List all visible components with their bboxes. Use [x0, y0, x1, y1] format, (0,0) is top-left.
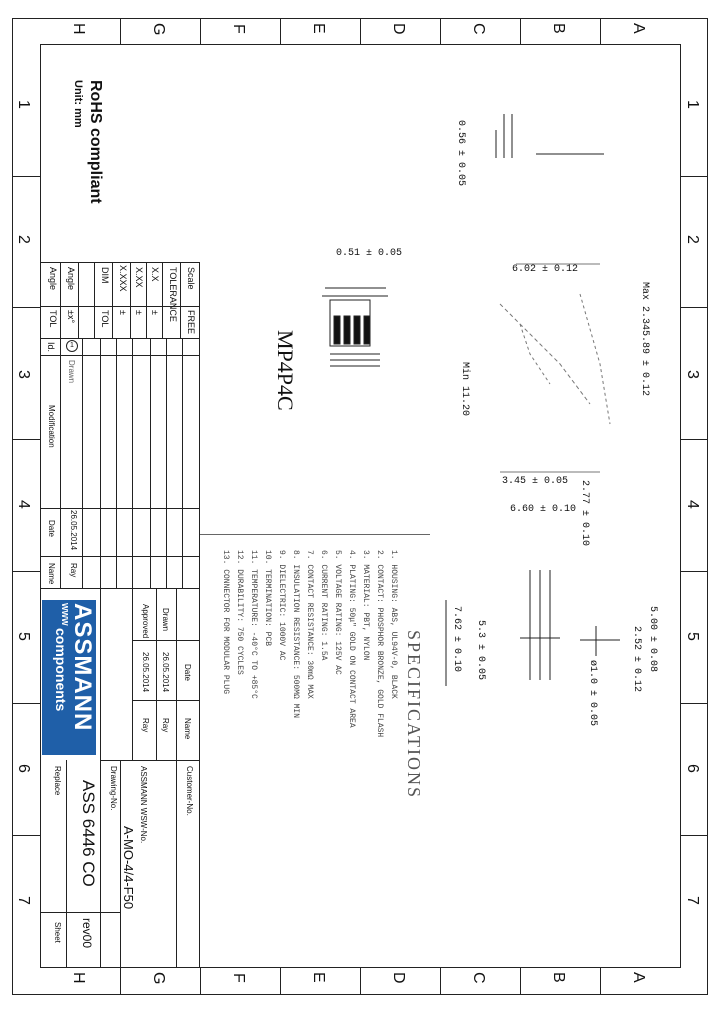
spec-line-11: 11. TEMPERATURE: -40°C TO +85°C [249, 550, 258, 699]
rule [132, 338, 133, 588]
spec-line-1: 1. HOUSING: ABS, UL94V-0, BLACK [389, 550, 398, 699]
spec-line-5: 5. VOLTAGE RATING: 125V AC [333, 550, 342, 675]
col-divider [600, 18, 601, 44]
rule [132, 588, 133, 760]
spec-line-13: 13. CONNECTOR FOR MODULAR PLUG [221, 550, 230, 695]
col-divider [440, 967, 441, 994]
row-divider [12, 176, 40, 177]
row-label-2: 2 [684, 235, 701, 244]
rule [176, 588, 177, 760]
row-label-3: 3 [15, 370, 32, 379]
row-divider [680, 703, 708, 704]
rule [180, 262, 181, 339]
logo-www: WWW [60, 603, 69, 626]
rule [100, 588, 101, 760]
col-divider [200, 967, 201, 994]
frame-right [707, 18, 708, 995]
appr-name-1: Ray [161, 718, 170, 733]
rule [82, 338, 83, 588]
rule [182, 338, 183, 588]
rule [162, 262, 163, 339]
row-divider [680, 176, 708, 177]
spec-line-3: 3. MATERIAL: PBT, NYLON [361, 550, 370, 661]
row-label-4: 4 [684, 500, 701, 509]
dim-4: Max 2.345.89 ± 0.12 [639, 282, 650, 397]
rev-marker-icon: 1 [66, 340, 78, 352]
rule [40, 262, 200, 263]
rule [40, 355, 200, 356]
wsw-value: A-MO-4/4-F50 [121, 826, 136, 910]
appr-drawn-label: Drawn [161, 608, 170, 632]
row-label-6: 6 [684, 764, 701, 773]
row-divider [680, 571, 708, 572]
rule [116, 338, 117, 588]
sheet-label: Sheet [53, 922, 62, 943]
replace-label: Replace [53, 766, 62, 796]
row-label-3: 3 [684, 370, 701, 379]
tolerance-label: TOLERANCE [168, 267, 178, 322]
rev-date: 26.05.2014 [69, 510, 78, 551]
appr-date-1: 26.05.2014 [161, 652, 170, 693]
col-label-b: B [550, 972, 567, 983]
logo-brand: ASSMANN [69, 603, 96, 732]
dim-12: 7.62 ± 0.10 [451, 606, 462, 673]
dim-7: 2.77 ± 0.10 [579, 480, 590, 547]
rule [78, 262, 79, 339]
col-label-f: F [230, 973, 247, 983]
rule [60, 338, 61, 588]
col-divider [600, 967, 601, 994]
tol-xxx: X.XX [134, 267, 144, 288]
dim-6: 3.45 ± 0.05 [502, 476, 569, 487]
spec-line-8: 8. INSULATION RESISTANCE: 500MΩ MIN [291, 550, 300, 719]
appr-approved-label: Approved [141, 604, 150, 639]
scale-label: Scale [186, 267, 196, 290]
frame-bottom [12, 994, 708, 995]
row-divider [12, 703, 40, 704]
rule [156, 588, 157, 760]
rule [112, 262, 113, 339]
pin-footprint [430, 560, 680, 700]
tol-xxxx: X.XXX [118, 265, 128, 292]
dim-1: 0.56 ± 0.05 [455, 120, 466, 187]
appr-date-2: 26.05.2014 [141, 652, 150, 693]
col-label-f: F [230, 24, 247, 34]
rule [66, 760, 67, 968]
rule [146, 262, 147, 339]
rule [132, 640, 200, 641]
col-label-a: A [630, 23, 647, 34]
rule [100, 338, 101, 588]
row-label-1: 1 [15, 100, 32, 109]
spec-line-4: 4. PLATING: 50μ" GOLD ON CONTACT AREA [347, 550, 356, 728]
col-divider [360, 18, 361, 44]
rule [40, 338, 200, 339]
part-title: MP4P4C [273, 330, 298, 411]
dim-5: Min 11.20 [459, 362, 470, 417]
dim-11: 5.3 ± 0.05 [475, 620, 486, 681]
rev-modification: Modification [47, 405, 56, 448]
col-label-e: E [310, 972, 327, 983]
row-label-1: 1 [684, 100, 701, 109]
connector-drawing [200, 44, 680, 534]
dim-3: 6.02 ± 0.12 [512, 264, 579, 275]
revision-value: rev00 [80, 918, 94, 949]
dim-label: DIM [100, 267, 110, 284]
row-divider [12, 571, 40, 572]
spec-line-9: 9. DIELECTRIC: 1000V AC [277, 550, 286, 661]
col-divider [520, 18, 521, 44]
angle-value: ±x° [66, 310, 76, 324]
rule [40, 556, 200, 557]
col-label-d: D [390, 972, 407, 984]
wsw-label: ASSMANN WSW-No. [139, 766, 148, 844]
appr-name-label: Name [183, 718, 192, 740]
col-divider [120, 967, 121, 994]
customer-label: Customer-No. [185, 766, 194, 816]
rule [176, 760, 177, 968]
col-divider [200, 18, 201, 44]
appr-date-label: Date [183, 664, 192, 681]
col-divider [360, 967, 361, 994]
rev-id-label: Id. [46, 342, 56, 353]
rule [166, 338, 167, 588]
row-divider [12, 439, 40, 440]
rule [200, 534, 430, 535]
row-label-7: 7 [15, 896, 32, 905]
tol-xxx-value: ± [134, 310, 144, 315]
row-divider [680, 307, 708, 308]
col-label-e: E [310, 23, 327, 34]
angle2-label: Angle [48, 267, 58, 291]
tol-xxxx-value: ± [118, 310, 128, 315]
inner-right [680, 44, 681, 968]
drawing-no-value: ASS 6446 CO [79, 780, 98, 887]
angle2-value: TOL [48, 310, 58, 328]
col-label-g: G [150, 23, 167, 36]
col-label-g: G [150, 972, 167, 985]
inner-left [40, 44, 41, 968]
col-divider [120, 18, 121, 44]
row-divider [12, 835, 40, 836]
rule [150, 338, 151, 588]
col-label-d: D [390, 23, 407, 35]
rule [40, 508, 200, 509]
scale-value: FREE [186, 310, 196, 335]
dim-10: 2.52 ± 0.12 [631, 626, 642, 693]
col-divider [520, 967, 521, 994]
col-label-c: C [470, 972, 487, 984]
rule [132, 700, 200, 701]
row-divider [680, 835, 708, 836]
row-divider [12, 307, 40, 308]
row-label-5: 5 [684, 632, 701, 641]
dim-13: ø1.0 ± 0.05 [587, 660, 598, 727]
dim-8: 6.60 ± 0.10 [510, 504, 577, 515]
frame-left [12, 18, 13, 995]
dim-2: 0.51 ± 0.05 [336, 248, 403, 259]
row-label-6: 6 [15, 764, 32, 773]
col-divider [280, 967, 281, 994]
rule [94, 262, 95, 339]
rev-drawn: Drawn [67, 360, 76, 384]
row-label-4: 4 [15, 500, 32, 509]
rule [100, 760, 200, 761]
col-label-h: H [70, 23, 87, 35]
row-label-5: 5 [15, 632, 32, 641]
row-label-7: 7 [684, 896, 701, 905]
col-divider [280, 18, 281, 44]
angle-label: Angle [66, 267, 76, 291]
col-label-h: H [70, 972, 87, 984]
dim-9: 5.00 ± 0.08 [647, 606, 658, 673]
rule [40, 912, 120, 913]
rev-date-label: Date [47, 520, 56, 537]
dim-value: TOL [100, 310, 110, 328]
rule [130, 262, 131, 339]
rev-name-label: Name [47, 563, 56, 585]
spec-line-6: 6. CURRENT RATING: 1.5A [319, 550, 328, 661]
tol-xx: X.X [150, 267, 160, 282]
row-label-2: 2 [15, 235, 32, 244]
rule [60, 262, 61, 339]
rule [100, 760, 101, 968]
spec-line-7: 7. CONTACT RESISTANCE: 30mΩ MAX [305, 550, 314, 699]
col-label-b: B [550, 23, 567, 34]
col-label-c: C [470, 23, 487, 35]
rev-name: Ray [69, 563, 78, 578]
spec-line-2: 2. CONTACT: PHOSPHOR BRONZE, GOLD FLASH [375, 550, 384, 738]
drawing-no-label: Drawing-No. [109, 766, 118, 811]
spec-line-12: 12. DURABILITY: 750 CYCLES [235, 550, 244, 675]
spec-line-10: 10. TERMINATION: PCB [263, 550, 272, 647]
row-divider [680, 439, 708, 440]
appr-name-2: Ray [141, 718, 150, 733]
col-label-a: A [630, 972, 647, 983]
col-divider [440, 18, 441, 44]
rohs-title: RoHS compliant [87, 80, 104, 204]
unit-label: Unit: mm [72, 80, 84, 128]
logo-sub: components [53, 628, 69, 712]
tol-xx-value: ± [150, 310, 160, 315]
spec-heading: SPECIFICATIONS [404, 630, 424, 800]
